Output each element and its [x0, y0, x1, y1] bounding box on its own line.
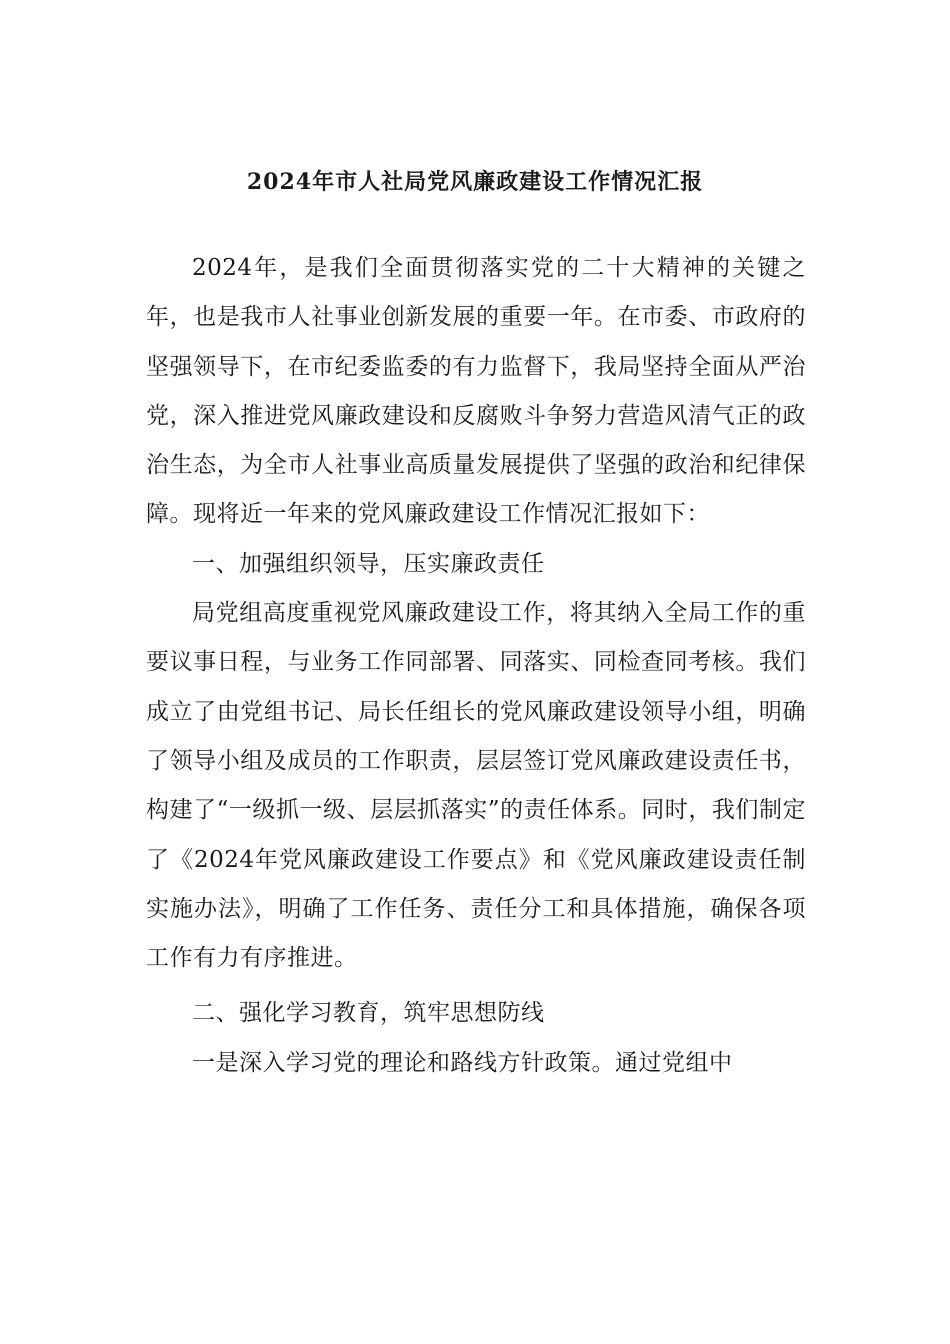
document-body [146, 244, 806, 1088]
section-2-heading: 二、强化学习教育，筑牢思想防线 [192, 1000, 545, 1027]
section-1-heading: 一、加强组织领导，压实廉政责任 [192, 550, 545, 577]
section-1-paragraph: 局党组高度重视党风廉政建设工作，将其纳入全局工作的重要议事日程，与业务工作同部署、同落实、同检查同考核。我们成立了由党组书记、局长任组长的党风廉政建设领导小组，明确了领导小组及成员的工作职责，层层签订党风廉政建设责任书，构建了“一级抓一级、层层抓落实”的责任体系。同时，我们制定了《2024年党风廉政建设工作要点》和《党风廉政建设责任制实施办法》，明确了工作任务、责任分工和具体措施，确保各项工作有力有序推进。 [146, 600, 806, 972]
section-2-paragraph: 一是深入学习党的理论和路线方针政策。通过党组中 [192, 1049, 733, 1076]
intro-paragraph: 2024年，是我们全面贯彻落实党的二十大精神的关键之年，也是我市人社事业创新发展的重要一年。在市委、市政府的坚强领导下，在市纪委监委的有力监督下，我局坚持全面从严治党，深入推进党风廉政建设和反腐败斗争努力营造风清气正的政治生态，为全市人社事业高质量发展提供了坚强的政治和纪律保障。现将近一年来的党风廉政建设工作情况汇报如下： [146, 255, 806, 528]
document-title: 2024年市人社局党风廉政建设工作情况汇报 [246, 169, 704, 195]
